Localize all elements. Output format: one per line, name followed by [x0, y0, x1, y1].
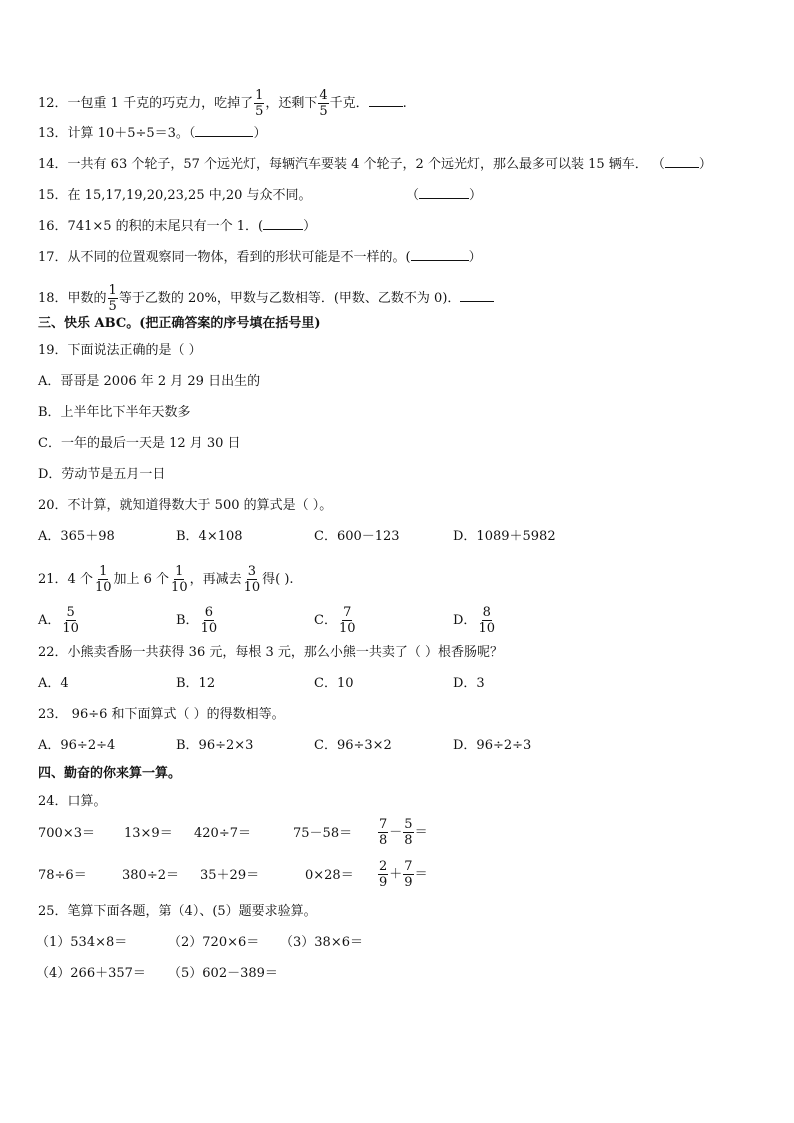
answer-blank[interactable] [411, 248, 469, 261]
option-a[interactable]: A．4 [38, 676, 69, 691]
option-c[interactable]: C．一年的最后一天是 12 月 30 日 [38, 436, 241, 451]
question-14: 14．一共有 63 个轮子，57 个远光灯，每辆汽车要装 4 个轮子，2 个远光灯，那么最多可以装 15 辆车． （ ） [38, 157, 712, 172]
section-heading: 四、勤奋的你来算一算。 [38, 766, 182, 781]
question-22: 22．小熊卖香肠一共获得 36 元，每根 3 元，那么小熊一共卖了（ ）根香肠呢？ [38, 645, 504, 660]
calc-item: （2）720×6＝ [168, 935, 260, 950]
option-b[interactable]: B． $\frac{6}{10}$ [176, 605, 218, 636]
question-23: 23． 96÷6 和下面算式（ ）的得数相等。 [38, 707, 285, 722]
fraction: $\frac{1}{10}$ [171, 564, 188, 595]
answer-blank[interactable] [369, 94, 403, 107]
fraction: $\frac{5}{8}$ [404, 817, 413, 848]
fraction: $\frac{7}{8}$ [379, 817, 388, 848]
option-d[interactable]: D．劳动节是五月一日 [38, 467, 166, 482]
option-d[interactable]: D． $\frac{8}{10}$ [453, 605, 495, 636]
option-b[interactable]: B．96÷2×3 [176, 738, 254, 753]
calc-item: 700×3＝ [38, 826, 95, 841]
calc-item: （4）266＋357＝ [36, 966, 146, 981]
question-18: 18．甲数的 $\frac{1}{5}$ 等于乙数的 20%，甲数与乙数相等．(甲数、乙数不为 0)． [38, 283, 494, 314]
option-a[interactable]: A．哥哥是 2006 年 2 月 29 日出生的 [38, 374, 261, 389]
fraction: $\frac{5}{10}$ [62, 605, 79, 636]
answer-blank[interactable] [263, 217, 303, 230]
calc-item: 35＋29＝ [200, 868, 260, 883]
calc-item: 75－58＝ [293, 826, 353, 841]
option-c[interactable]: C．96÷3×2 [314, 738, 392, 753]
calc-item: 380÷2＝ [122, 868, 179, 883]
option-c[interactable]: C． $\frac{7}{10}$ [314, 605, 356, 636]
calc-item: 78÷6＝ [38, 868, 87, 883]
fraction: $\frac{4}{5}$ [319, 88, 328, 119]
calc-item: （1）534×8＝ [36, 935, 128, 950]
option-a[interactable]: A．96÷2÷4 [38, 738, 116, 753]
question-15: 15．在 15,17,19,20,23,25 中,20 与众不同。 [38, 188, 312, 203]
section-heading: 三、快乐 ABC。(把正确答案的序号填在括号里) [38, 316, 321, 331]
option-d[interactable]: D．3 [453, 676, 485, 691]
answer-blank[interactable] [419, 186, 469, 199]
calc-item: （3）38×6＝ [280, 935, 363, 950]
question-15-answer: （ ） [406, 188, 483, 203]
calc-item: （5）602－389＝ [168, 966, 278, 981]
question-16: 16．741×5 的积的末尾只有一个 1．( ） [38, 219, 317, 234]
fraction: $\frac{8}{10}$ [478, 605, 495, 636]
fraction: $\frac{7}{9}$ [404, 859, 413, 890]
question-13: 13．计算 10＋5÷5＝3。（ ） [38, 126, 267, 141]
answer-blank[interactable] [195, 124, 253, 137]
fraction: $\frac{7}{10}$ [338, 605, 356, 636]
calc-item: 13×9＝ [124, 826, 173, 841]
option-c[interactable]: C．600－123 [314, 529, 400, 544]
question-21: 21．4 个 $\frac{1}{10}$ 加上 6 个 $\frac{1}{10}$ ，再减去 $\frac{3}{10}$ 得( ). [38, 564, 294, 595]
question-12: 12．一包重 1 千克的巧克力，吃掉了 $\frac{1}{5}$ ，还剩下 $\frac{4}{5}$ 千克． . [38, 88, 407, 119]
option-c[interactable]: C．10 [314, 676, 354, 691]
question-19: 19．下面说法正确的是（ ） [38, 343, 202, 358]
fraction: $\frac{1}{10}$ [94, 564, 112, 595]
calc-item-fraction: $\frac{7}{8}$ － $\frac{5}{8}$ ＝ [379, 817, 428, 848]
fraction: $\frac{3}{10}$ [243, 564, 261, 595]
fraction: $\frac{1}{5}$ [255, 88, 264, 119]
fraction: $\frac{2}{9}$ [379, 859, 388, 890]
fraction: $\frac{1}{5}$ [108, 283, 117, 314]
question-17: 17．从不同的位置观察同一物体，看到的形状可能是不一样的。( ） [38, 250, 482, 265]
fraction: $\frac{6}{10}$ [200, 605, 218, 636]
option-d[interactable]: D．1089＋5982 [453, 529, 556, 544]
option-b[interactable]: B．上半年比下半年天数多 [38, 405, 191, 420]
calc-item: 420÷7＝ [194, 826, 251, 841]
option-d[interactable]: D．96÷2÷3 [453, 738, 532, 753]
question-20: 20．不计算，就知道得数大于 500 的算式是（ ）。 [38, 498, 333, 513]
calc-item-fraction: $\frac{2}{9}$ ＋ $\frac{7}{9}$ ＝ [379, 859, 428, 890]
calc-item: 0×28＝ [305, 868, 354, 883]
option-b[interactable]: B．4×108 [176, 529, 243, 544]
option-b[interactable]: B．12 [176, 676, 216, 691]
question-24: 24．口算。 [38, 794, 107, 809]
option-a[interactable]: A．365＋98 [38, 529, 115, 544]
question-25: 25．笔算下面各题，第（4）、(5）题要求验算。 [38, 904, 317, 919]
option-a[interactable]: A． $\frac{5}{10}$ [38, 605, 79, 636]
answer-blank[interactable] [665, 155, 699, 168]
answer-blank[interactable] [460, 289, 494, 302]
